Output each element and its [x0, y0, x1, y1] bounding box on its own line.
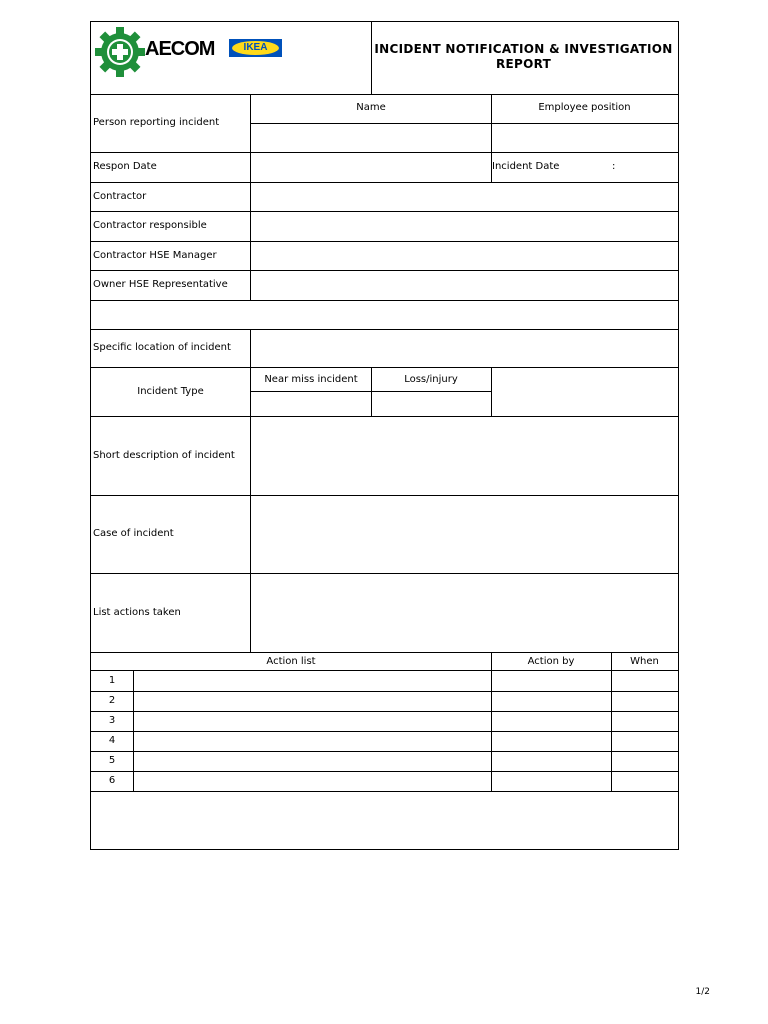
page-title-line1: INCIDENT NOTIFICATION & INVESTIGATION — [374, 42, 673, 56]
divider — [91, 182, 678, 183]
divider — [91, 731, 678, 732]
ikea-logo-text: IKEA — [243, 42, 268, 53]
action-row-field[interactable] — [133, 751, 678, 771]
specific-location-field[interactable] — [251, 329, 678, 367]
actions-taken-label: List actions taken — [93, 607, 181, 618]
divider — [371, 22, 372, 94]
divider — [251, 123, 678, 124]
page-title — [371, 42, 676, 72]
divider — [91, 367, 678, 368]
incident-date-colon: : — [612, 161, 616, 172]
blank-separator-row — [91, 300, 678, 329]
action-row-number: 3 — [108, 715, 116, 726]
action-row-number: 6 — [108, 775, 116, 786]
action-row-number: 5 — [108, 755, 116, 766]
bottom-notes-area[interactable] — [91, 791, 678, 849]
contractor-hse-manager-field[interactable] — [251, 241, 678, 270]
divider — [91, 241, 678, 242]
incident-type-label: Incident Type — [137, 386, 204, 397]
name-header: Name — [356, 102, 386, 113]
owner-hse-rep-field[interactable] — [251, 270, 678, 300]
action-row-field[interactable] — [133, 711, 678, 731]
contractor-label: Contractor — [93, 191, 147, 202]
contractor-responsible-label: Contractor responsible — [93, 220, 207, 231]
divider — [91, 691, 678, 692]
divider — [91, 329, 678, 330]
divider — [91, 416, 678, 417]
divider — [91, 771, 678, 772]
divider — [91, 670, 678, 671]
action-row-number: 2 — [108, 695, 116, 706]
employee-position-header: Employee position — [538, 102, 631, 113]
short-description-label: Short description of incident — [93, 450, 235, 461]
respon-date-field[interactable] — [251, 152, 491, 182]
divider — [91, 270, 678, 271]
logo-area — [91, 22, 371, 94]
action-row-number: 1 — [108, 675, 116, 686]
page-title-line2: REPORT — [495, 57, 552, 71]
divider — [250, 182, 251, 300]
divider — [91, 211, 678, 212]
respon-date-label: Respon Date — [93, 161, 157, 172]
loss-injury-field[interactable] — [371, 391, 491, 416]
divider — [91, 573, 678, 574]
divider — [91, 495, 678, 496]
divider — [250, 329, 251, 652]
divider — [611, 652, 612, 791]
divider — [91, 652, 678, 653]
action-by-header: Action by — [527, 656, 575, 667]
incident-report-form — [90, 21, 679, 850]
divider — [91, 94, 678, 95]
divider — [250, 94, 251, 182]
contractor-responsible-field[interactable] — [251, 211, 678, 241]
divider — [91, 791, 678, 792]
page-number: 1/2 — [695, 987, 710, 997]
short-description-field[interactable] — [251, 416, 678, 495]
incident-date-label: Incident Date — [492, 161, 560, 172]
specific-location-label: Specific location of incident — [93, 342, 231, 353]
contractor-hse-manager-label: Contractor HSE Manager — [93, 250, 217, 261]
divider — [491, 652, 492, 791]
actions-taken-field[interactable] — [251, 573, 678, 652]
divider — [491, 367, 492, 416]
divider — [371, 367, 372, 416]
loss-injury-header: Loss/injury — [404, 374, 458, 385]
case-of-incident-label: Case of incident — [93, 528, 174, 539]
action-row-field[interactable] — [133, 691, 678, 711]
near-miss-field[interactable] — [251, 391, 371, 416]
aecom-gear-logo-icon — [94, 26, 146, 78]
near-miss-header: Near miss incident — [264, 374, 358, 385]
name-field[interactable] — [251, 123, 491, 152]
divider — [91, 751, 678, 752]
contractor-field[interactable] — [251, 182, 678, 211]
divider — [91, 152, 678, 153]
person-reporting-label: Person reporting incident — [93, 117, 220, 128]
owner-hse-rep-label: Owner HSE Representative — [93, 279, 228, 290]
case-of-incident-field[interactable] — [251, 495, 678, 573]
divider — [91, 300, 678, 301]
ikea-logo — [229, 39, 282, 57]
action-row-field[interactable] — [133, 771, 678, 791]
action-list-header: Action list — [266, 656, 316, 667]
divider — [133, 670, 134, 791]
when-header: When — [630, 656, 659, 667]
action-row-field[interactable] — [133, 731, 678, 751]
aecom-brand-text: AECOM — [145, 38, 215, 60]
divider — [491, 94, 492, 182]
action-row-number: 4 — [108, 735, 116, 746]
action-row-field[interactable] — [133, 670, 678, 691]
incident-type-other-field[interactable] — [491, 367, 678, 416]
divider — [91, 711, 678, 712]
employee-position-field[interactable] — [491, 123, 678, 152]
